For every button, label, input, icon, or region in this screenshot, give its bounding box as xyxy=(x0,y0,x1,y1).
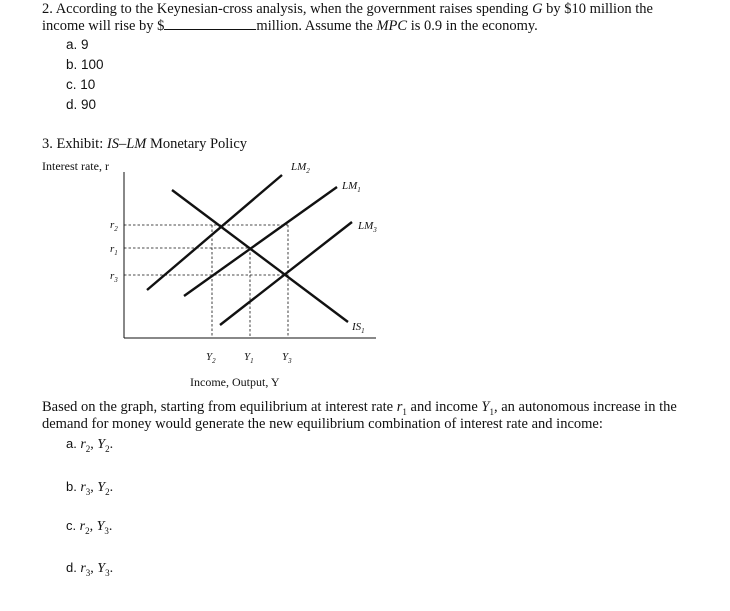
answer-sub: 3 xyxy=(105,567,110,578)
answer-letter: c. xyxy=(66,518,77,533)
x-axis-label-text: Income, Output, Y xyxy=(190,375,280,389)
answer-letter: b. xyxy=(66,479,77,494)
y-axis-label xyxy=(42,159,109,173)
q3-title-text: Monetary Policy xyxy=(146,136,248,152)
q2-var-g: G xyxy=(532,1,543,17)
q2-text: is 0.9 in the economy. xyxy=(407,18,538,34)
label-is1: $IS_1$ xyxy=(352,321,365,335)
answer-sub: 3 xyxy=(104,525,109,536)
answer-sub: 2 xyxy=(105,486,110,497)
q3-answer-b[interactable]: b. $r_3$, $Y_2$. xyxy=(66,479,114,497)
q2-option-a[interactable]: a. 9 xyxy=(66,37,89,52)
answer-y: Y xyxy=(97,561,106,576)
tick-y1: $Y_1$ xyxy=(244,351,254,365)
lm1-curve xyxy=(184,187,337,296)
q3-body-text: Based on the graph, starting from equilibrium at interest rate xyxy=(42,399,397,415)
label-lm1: $LM_1$ xyxy=(342,180,361,194)
answer-letter: a. xyxy=(66,436,77,451)
q2-option-b[interactable]: b. 100 xyxy=(66,57,104,72)
tick-y3: $Y_3$ xyxy=(282,351,292,365)
tick-r3: $r_3$ xyxy=(110,270,118,284)
q3-sub: 1 xyxy=(402,406,407,417)
answer-y: Y xyxy=(97,437,106,452)
lm2-curve xyxy=(147,175,282,290)
answer-sub: 2 xyxy=(85,525,90,536)
tick-y2: $Y_2$ xyxy=(206,351,216,365)
q3-answer-a[interactable]: a. $r_2$, $Y_2$. xyxy=(66,436,114,454)
q2-var-mpc: MPC xyxy=(376,18,408,34)
q3-var-r: r xyxy=(396,399,403,415)
answer-y: Y xyxy=(96,519,105,534)
q3-title-var: IS–LM xyxy=(106,136,147,152)
answer-blank[interactable] xyxy=(164,17,256,30)
is1-curve xyxy=(172,190,348,322)
q3-body-line2: demand for money would generate the new equilibrium combination of interest rate and income: xyxy=(42,416,603,432)
answer-sub: 2 xyxy=(85,443,91,454)
answer-letter: d. xyxy=(66,560,77,575)
q3-body-text: and income xyxy=(406,399,482,415)
q2-line1 xyxy=(42,1,653,18)
q2-option-c[interactable]: c. 10 xyxy=(66,77,96,92)
q2-text: income will rise by $ xyxy=(42,18,165,34)
answer-r: r xyxy=(80,561,86,576)
tick-r1: $r_1$ xyxy=(110,243,118,257)
q3-var-y: Y xyxy=(481,399,490,415)
q2-line2 xyxy=(42,17,538,35)
label-lm2: $LM_2$ xyxy=(291,161,310,175)
x-axis-label xyxy=(190,375,280,389)
q3-title-text: 3. Exhibit: xyxy=(42,136,107,152)
answer-sub: 3 xyxy=(85,486,91,497)
q2-text: by $10 million the xyxy=(542,1,653,17)
answer-r: r xyxy=(79,519,86,534)
q3-sub: 1 xyxy=(489,406,494,417)
q2-text: 2. According to the Keynesian-cross analysis, when the government raises spending xyxy=(42,1,533,17)
q3-answer-d[interactable]: d. $r_3$, $Y_3$. xyxy=(66,560,114,578)
q3-answer-c[interactable]: c. $r_2$, $Y_3$. xyxy=(66,518,113,536)
answer-r: r xyxy=(80,480,86,495)
answer-sub: 2 xyxy=(105,443,110,454)
answer-y: Y xyxy=(97,480,106,495)
q2-option-d[interactable]: d. 90 xyxy=(66,97,97,112)
answer-r: r xyxy=(80,437,86,452)
tick-r2: $r_2$ xyxy=(110,219,118,233)
answer-sub: 3 xyxy=(85,567,91,578)
q3-body-text: , an autonomous increase in the xyxy=(493,399,677,415)
islm-diagram xyxy=(0,150,420,395)
label-lm3: $LM_3$ xyxy=(358,220,377,234)
q2-text: million. Assume the xyxy=(256,18,377,34)
y-axis-label-text: Interest rate, r xyxy=(42,159,109,173)
